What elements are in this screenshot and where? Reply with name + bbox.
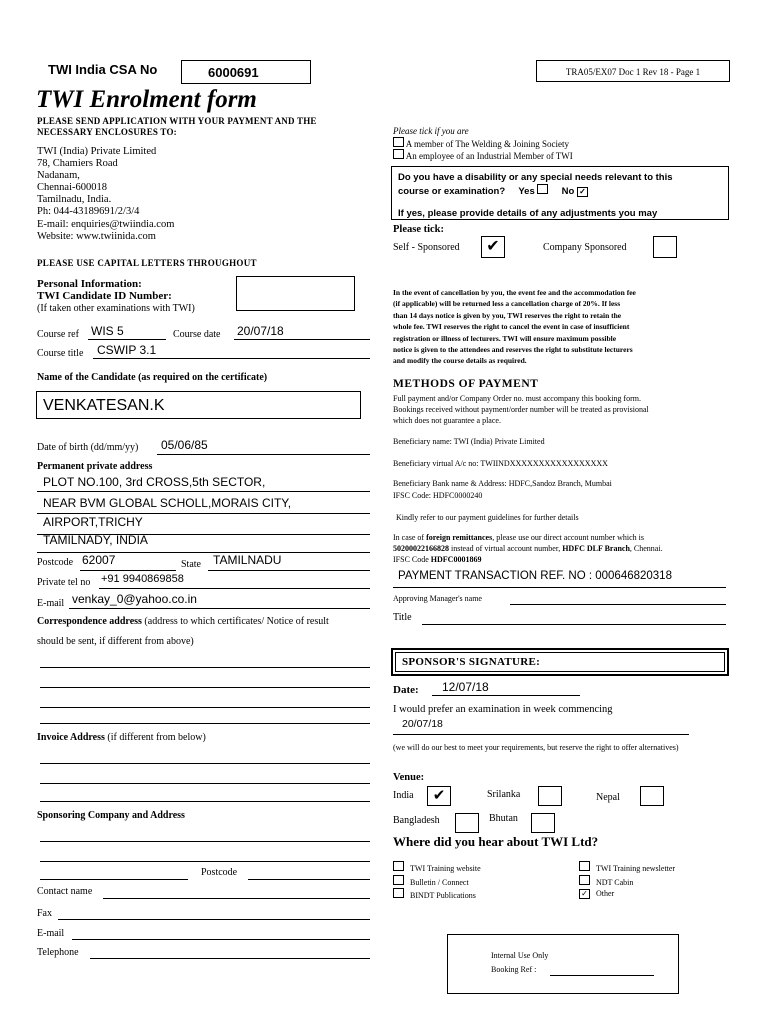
address-field-3[interactable]: AIRPORT,TRICHY — [43, 515, 143, 529]
company-sponsored-label: Company Sponsored — [543, 242, 627, 253]
cancellation-line: In the event of cancellation by you, the event fee and the accommodation fee — [393, 288, 636, 297]
cancellation-line: than 14 days notice is given by you, TWI reserves the right to retain the — [393, 310, 622, 320]
hear-option-label: TWI Training newsletter — [596, 864, 676, 873]
capitals-note: PLEASE USE CAPITAL LETTERS THROUGHOUT — [37, 258, 257, 268]
approving-manager-line[interactable] — [510, 603, 726, 605]
hear-option[interactable] — [393, 888, 481, 902]
payment-heading: METHODS OF PAYMENT — [393, 378, 539, 390]
branch-name: HDFC DLF Branch — [562, 544, 630, 553]
candidate-id-field[interactable] — [236, 276, 355, 311]
prefer-week-field[interactable]: 20/07/18 — [402, 718, 443, 730]
postcode-field[interactable]: 62007 — [82, 553, 116, 567]
tel-label: Private tel no — [37, 577, 91, 588]
telephone-label: Telephone — [37, 947, 79, 958]
hear-about-question: Where did you hear about TWI Ltd? — [393, 834, 599, 849]
address-line: 78, Chamiers Road — [37, 158, 118, 170]
checkbox[interactable] — [393, 137, 404, 147]
address-field-4[interactable]: TAMILNADY, INDIA — [43, 533, 148, 547]
candidate-id-note: (If taken other examinations with TWI) — [37, 303, 195, 314]
checkbox[interactable] — [393, 875, 404, 885]
address-line: Tamilnadu, India. — [37, 194, 112, 206]
address-line: TWI (India) Private Limited — [37, 146, 157, 157]
venue-nepal-checkbox[interactable] — [640, 786, 664, 806]
cancellation-line: and modify the course details as required. — [393, 356, 527, 366]
payment-intro-line: which does not guarantee a place. — [393, 416, 501, 425]
membership-option-2[interactable] — [393, 149, 573, 161]
tel-line — [99, 587, 370, 589]
hear-options-left — [393, 861, 481, 902]
candidate-name-field[interactable]: VENKATESAN.K — [36, 391, 361, 419]
prefer-week-line — [393, 733, 689, 735]
correspondence-line-3[interactable] — [40, 706, 370, 708]
foreign-post: , please use our direct account number which is — [492, 533, 644, 542]
prefer-week-label: I would prefer an examination in week commencing — [393, 704, 613, 715]
title-label: Title — [393, 612, 412, 623]
internal-use-label: Internal Use Only — [491, 951, 549, 960]
hear-option-label: NDT Cabin — [596, 877, 634, 887]
correspondence-line-2[interactable] — [40, 686, 370, 688]
venue-nepal-label: Nepal — [596, 792, 620, 803]
beneficiary-name: Beneficiary name: TWI (India) Private Limited — [393, 437, 545, 446]
correspondence-line-1[interactable] — [40, 666, 370, 668]
sponsoring-postcode-label: Postcode — [201, 867, 238, 878]
state-field[interactable]: TAMILNADU — [213, 553, 282, 567]
venue-bhutan-checkbox[interactable] — [531, 813, 555, 833]
invoice-line-1[interactable] — [40, 762, 370, 764]
address-line-2 — [37, 512, 370, 514]
disability-yes-checkbox[interactable] — [537, 184, 548, 194]
course-ref-line — [88, 338, 166, 340]
sponsoring-line-3[interactable] — [40, 878, 188, 880]
telephone-line[interactable] — [90, 957, 370, 959]
transaction-ref-field[interactable]: PAYMENT TRANSACTION REF. NO : 000646820318 — [398, 570, 672, 582]
invoice-label-bold: Invoice Address — [37, 732, 105, 743]
invoice-line-3[interactable] — [40, 800, 370, 802]
self-sponsored-label: Self - Sponsored — [393, 242, 460, 253]
fax-line[interactable] — [58, 918, 370, 920]
date-line — [432, 694, 580, 696]
membership-option-label: An employee of an Industrial Member of TWI — [405, 151, 573, 161]
membership-prompt: Please tick if you are — [393, 126, 469, 136]
ifsc-code: IFSC Code: HDFC0000240 — [393, 491, 483, 500]
payment-intro-line: Bookings received without payment/order number will be treated as provisional — [393, 405, 649, 414]
venue-bangladesh-label: Bangladesh — [393, 815, 440, 826]
venue-srilanka-checkbox[interactable] — [538, 786, 562, 806]
document-reference: TRA05/EX07 Doc 1 Rev 18 - Page 1 — [536, 60, 730, 82]
checkbox[interactable] — [579, 875, 590, 885]
title-line[interactable] — [422, 623, 726, 625]
disability-details: If yes, please provide details of any adjustments you may — [398, 208, 658, 219]
venue-label: Venue: — [393, 772, 425, 783]
self-sponsored-checkbox[interactable]: ✔ — [481, 236, 505, 258]
beneficiary-bank: Beneficiary Bank name & Address: HDFC,Sandoz Branch, Mumbai — [393, 479, 612, 488]
checkbox[interactable] — [579, 861, 590, 871]
cancellation-line: registration or illness of lecturers. TWI will ensure maximum possible — [393, 333, 617, 343]
address-line: Ph: 044-43189691/2/3/4 — [37, 206, 140, 218]
sponsoring-line-1[interactable] — [40, 840, 370, 842]
cancellation-line: whole fee. TWI reserves the right to cancel the event in case of insufficient — [393, 322, 630, 332]
instruction-line-1: PLEASE SEND APPLICATION WITH YOUR PAYMENT AND THE — [37, 116, 317, 126]
page-title: TWI Enrolment form — [36, 86, 257, 113]
account-number: 50200022166828 — [393, 544, 449, 553]
dob-field[interactable]: 05/06/85 — [161, 438, 208, 452]
alternatives-note: (we will do our best to meet your requirements, but reserve the right to offer alternatives) — [393, 743, 679, 752]
date-label: Date: — [393, 684, 419, 696]
invoice-label-rest: (if different from below) — [104, 732, 206, 743]
sponsor-signature-label: SPONSOR'S SIGNATURE: — [395, 652, 725, 672]
hear-option[interactable] — [579, 875, 675, 889]
course-date-label: Course date — [173, 329, 221, 340]
payment-intro-line: Full payment and/or Company Order no. must accompany this booking form. — [393, 394, 641, 403]
invoice-line-2[interactable] — [40, 782, 370, 784]
correspondence-label-bold: Correspondence address — [37, 616, 142, 627]
address-field-1[interactable]: PLOT NO.100, 3rd CROSS,5th SECTOR, — [43, 475, 266, 489]
venue-bhutan-label: Bhutan — [489, 813, 518, 824]
sponsoring-company-label: Sponsoring Company and Address — [37, 810, 185, 821]
disability-yes-label: Yes — [518, 186, 535, 197]
permanent-address-label: Permanent private address — [37, 461, 153, 472]
address-line: E-mail: enquiries@twiindia.com — [37, 218, 175, 230]
hear-option-label: Bulletin / Connect — [410, 877, 469, 887]
state-label: State — [181, 559, 201, 570]
date-field[interactable]: 12/07/18 — [442, 680, 489, 694]
checkbox[interactable] — [393, 888, 404, 898]
beneficiary-virtual-account: Beneficiary virtual A/c no: TWIINDXXXXXXXXXXXXXXXXX — [393, 459, 608, 468]
sponsoring-line-2[interactable] — [40, 860, 370, 862]
instruction-line-2: NECESSARY ENCLOSURES TO: — [37, 127, 177, 137]
csa-number-field[interactable]: 6000691 — [181, 60, 311, 84]
booking-ref-line[interactable] — [550, 974, 654, 976]
invoice-label — [37, 732, 206, 743]
hear-option[interactable] — [393, 861, 481, 875]
hear-options-right — [579, 861, 675, 900]
venue-bangladesh-checkbox[interactable] — [455, 813, 479, 833]
hear-option[interactable] — [579, 861, 675, 875]
candidate-name-label: Name of the Candidate (as required on the certificate) — [37, 372, 268, 383]
dob-label: Date of birth (dd/mm/yy) — [37, 442, 139, 453]
email-field[interactable]: venkay_0@yahoo.co.in — [72, 592, 197, 606]
course-date-field[interactable]: 20/07/18 — [237, 324, 284, 338]
foreign-bold: foreign remittances — [426, 533, 493, 542]
sponsoring-email-label: E-mail — [37, 928, 65, 939]
branch-post: , Chennai. — [629, 544, 663, 553]
account-mid: instead of virtual account number, — [449, 544, 563, 553]
correspondence-line-4[interactable] — [40, 722, 370, 724]
checkbox[interactable] — [393, 861, 404, 871]
address-line: Nadanam, — [37, 170, 80, 182]
cancellation-line: (if applicable) will be returned less a cancellation charge of 20%. If less — [393, 299, 621, 309]
venue-india-label: India — [393, 790, 414, 801]
course-title-field[interactable]: CSWIP 3.1 — [97, 343, 157, 357]
correspondence-label-rest: (address to which certificates/ Notice of result — [141, 616, 329, 627]
sponsoring-postcode-line[interactable] — [248, 878, 370, 880]
postcode-label: Postcode — [37, 557, 74, 568]
foreign-remittance-note — [393, 532, 738, 565]
hear-option-label: Other — [596, 889, 615, 898]
tel-field[interactable]: +91 9940869858 — [101, 573, 184, 585]
checkbox[interactable] — [393, 149, 404, 159]
ifsc2-code: HDFC0001869 — [430, 555, 482, 564]
disability-no-label: No — [561, 186, 575, 197]
hear-option-label: BINDT Publications — [410, 891, 476, 900]
personal-info-heading: Personal Information: — [37, 278, 142, 290]
course-title-label: Course title — [37, 348, 84, 359]
course-ref-field[interactable]: WIS 5 — [91, 324, 124, 338]
disability-question-2-text: course or examination? — [398, 186, 506, 197]
course-ref-label: Course ref — [37, 329, 79, 340]
cancellation-policy — [393, 287, 731, 367]
sponsoring-email-line[interactable] — [72, 938, 370, 940]
course-date-line — [234, 338, 370, 340]
contact-name-label: Contact name — [37, 886, 93, 897]
approving-manager-label: Approving Manager's name — [393, 594, 482, 603]
venue-srilanka-label: Srilanka — [487, 789, 521, 800]
candidate-id-label: TWI Candidate ID Number: — [37, 290, 172, 302]
twi-address — [37, 146, 174, 243]
postcode-line — [80, 569, 176, 571]
address-field-2[interactable]: NEAR BVM GLOBAL SCHOLL,MORAIS CITY, — [43, 496, 292, 510]
correspondence-label — [37, 616, 329, 627]
email-label: E-mail — [37, 598, 65, 609]
ifsc2-pre: IFSC Code — [393, 555, 431, 564]
dob-line — [157, 453, 370, 455]
email-line — [69, 607, 370, 609]
venue-india-checkbox[interactable]: ✔ — [427, 786, 451, 806]
hear-option-other[interactable] — [579, 888, 675, 900]
csa-label: TWI India CSA No — [48, 62, 158, 77]
course-title-line — [93, 357, 370, 359]
payment-intro — [393, 393, 649, 426]
hear-option[interactable] — [393, 875, 481, 889]
membership-option-1[interactable] — [393, 137, 569, 149]
address-line: Chennai-600018 — [37, 182, 107, 194]
address-line: Website: www.twiinida.com — [37, 230, 156, 242]
address-line-1 — [37, 490, 370, 492]
foreign-pre: In case of — [393, 533, 427, 542]
cancellation-line: notice is given to the attendees and reserves the right to substitute lecturers — [393, 345, 633, 355]
company-sponsored-checkbox[interactable] — [653, 236, 677, 258]
disability-question-2 — [398, 184, 588, 197]
please-tick-label: Please tick: — [393, 224, 445, 235]
correspondence-label-line2: should be sent, if different from above) — [37, 636, 194, 647]
membership-option-label: A member of The Welding & Joining Society — [405, 139, 569, 149]
disability-question-1: Do you have a disability or any special needs relevant to this — [398, 172, 673, 183]
contact-name-line[interactable] — [103, 897, 370, 899]
hear-option-label: TWI Training website — [410, 864, 481, 873]
fax-label: Fax — [37, 908, 52, 919]
disability-no-checkbox[interactable]: ✓ — [577, 187, 588, 197]
internal-use-box — [447, 934, 679, 994]
checkbox-other[interactable]: ✓ — [579, 889, 590, 899]
transaction-line — [393, 586, 726, 588]
state-line — [208, 569, 370, 571]
sponsor-signature-box[interactable] — [391, 648, 729, 676]
booking-ref-label: Booking Ref : — [491, 965, 537, 974]
payment-guidelines: Kindly refer to our payment guidelines for further details — [396, 513, 579, 522]
